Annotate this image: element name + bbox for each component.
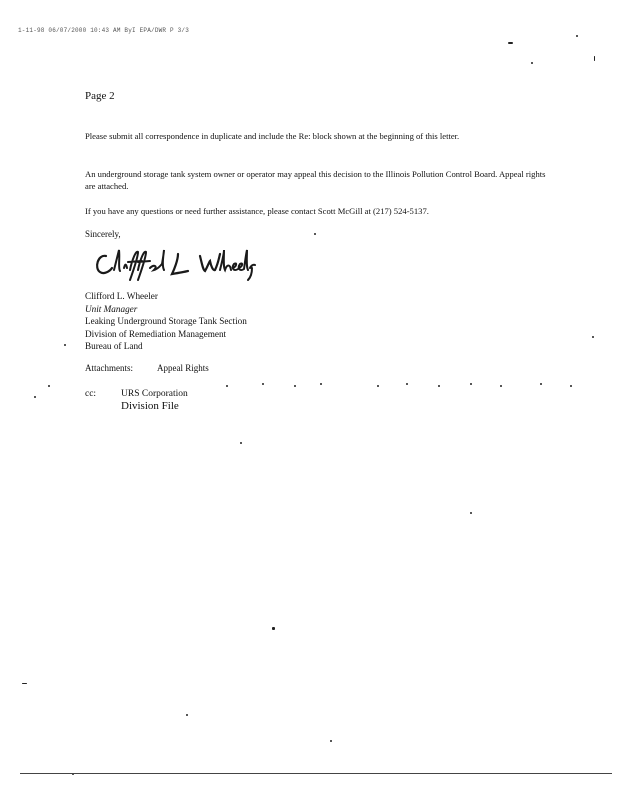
bottom-scan-line bbox=[20, 773, 612, 774]
scan-speck bbox=[531, 62, 533, 64]
scan-speck bbox=[186, 714, 188, 716]
scan-speck bbox=[438, 385, 440, 387]
cc-label: cc: bbox=[85, 389, 97, 399]
signatory-title: Unit Manager bbox=[85, 303, 138, 314]
scan-speck bbox=[34, 396, 36, 398]
closing-salutation: Sincerely, bbox=[85, 229, 121, 239]
signatory-bureau: Bureau of Land bbox=[85, 341, 143, 351]
paragraph-correspondence: Please submit all correspondence in duplicate and include the Re: block shown at the beginning of this letter. bbox=[85, 131, 460, 141]
signatory-division: Division of Remediation Management bbox=[85, 328, 227, 339]
scan-speck bbox=[226, 385, 228, 387]
scan-speck bbox=[262, 383, 264, 385]
scan-speck bbox=[406, 383, 408, 385]
scan-speck bbox=[272, 627, 275, 630]
page-number-label: Page 2 bbox=[85, 90, 115, 102]
cc-recipient: URS Corporation bbox=[121, 389, 188, 399]
scan-speck bbox=[330, 740, 332, 742]
signatory-section: Leaking Underground Storage Tank Section bbox=[85, 316, 247, 326]
scan-speck bbox=[500, 385, 502, 387]
fax-transmission-header: 1-11-98 06/07/2000 10:43 AM ByI EPA/DWR P 3/3 bbox=[18, 27, 190, 34]
scan-speck bbox=[48, 385, 50, 387]
scan-speck bbox=[377, 385, 379, 387]
scan-speck bbox=[314, 233, 316, 235]
scan-speck bbox=[64, 344, 66, 346]
scan-speck bbox=[294, 385, 296, 387]
scan-speck bbox=[240, 442, 242, 444]
handwritten-signature bbox=[92, 244, 262, 289]
scan-speck bbox=[576, 35, 578, 37]
signatory-name: Clifford L. Wheeler bbox=[85, 291, 158, 301]
scan-speck bbox=[592, 336, 594, 338]
scan-speck bbox=[470, 383, 472, 385]
scan-speck bbox=[594, 56, 595, 61]
scan-speck bbox=[540, 383, 542, 385]
paragraph-contact: If you have any questions or need further assistance, please contact Scott McGill at (217) 524-5137. bbox=[85, 206, 429, 216]
scan-speck bbox=[22, 683, 27, 684]
attachments-line bbox=[85, 363, 209, 373]
attachments-value: Appeal Rights bbox=[157, 363, 209, 373]
signature-image bbox=[92, 244, 262, 284]
attachments-label: Attachments: bbox=[85, 363, 133, 373]
scan-speck bbox=[508, 42, 513, 44]
paragraph-appeal: An underground storage tank system owner or operator may appeal this decision to the Illinois Pollution Control Board. Appeal rights are attached. bbox=[85, 169, 546, 191]
cc-recipient: Division File bbox=[121, 400, 179, 412]
scan-speck bbox=[470, 512, 472, 514]
signature-block bbox=[85, 290, 247, 353]
scan-speck bbox=[570, 385, 572, 387]
scan-speck bbox=[320, 383, 322, 385]
